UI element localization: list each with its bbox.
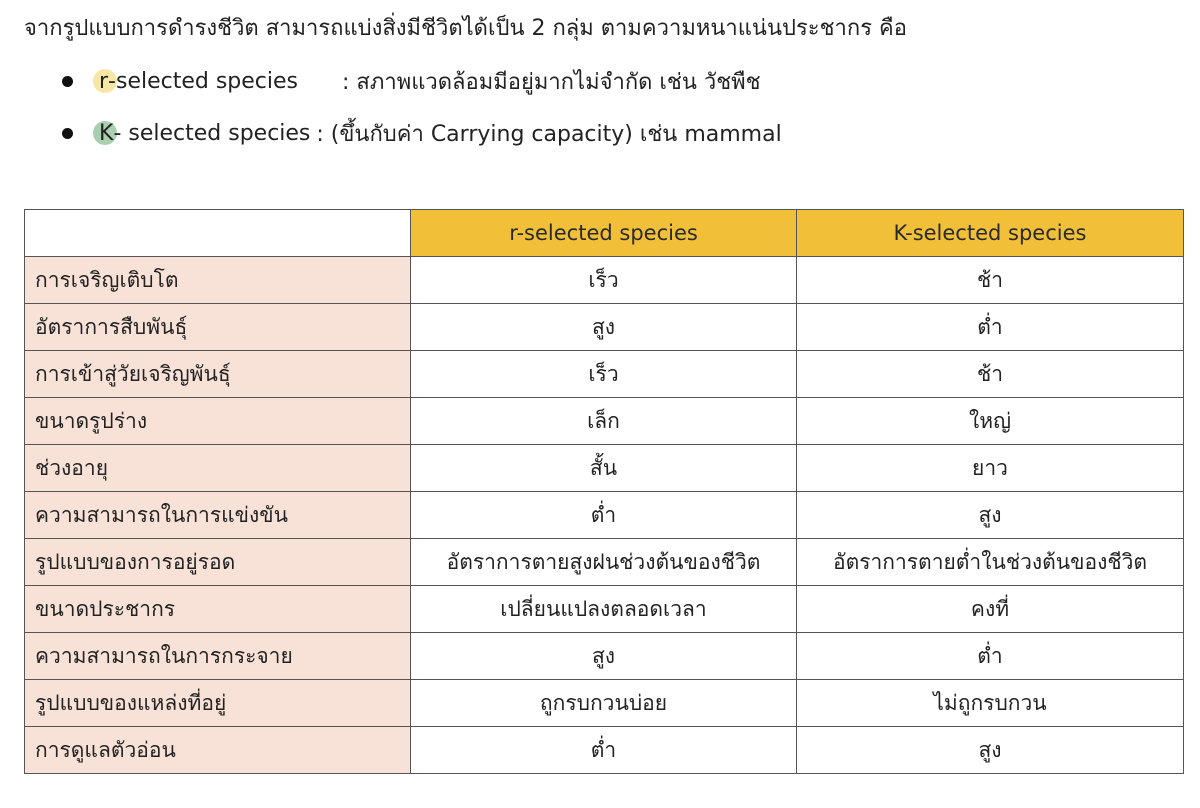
k-selected-value: ช้า xyxy=(797,351,1184,398)
highlighted-letter-r: r xyxy=(99,68,109,94)
row-label: รูปแบบของแหล่งที่อยู่ xyxy=(25,680,411,727)
table-row xyxy=(25,492,1184,539)
r-selected-value: สั้น xyxy=(411,445,797,492)
bullet-description: : (ขึ้นกับค่า Carrying capacity) เช่น mammal xyxy=(316,121,782,147)
k-selected-value: สูง xyxy=(797,492,1184,539)
row-label: ขนาดประชากร xyxy=(25,586,411,633)
k-selected-value: ไม่ถูกรบกวน xyxy=(797,680,1184,727)
header-r-selected: r-selected species xyxy=(411,210,797,257)
table-row xyxy=(25,727,1184,774)
k-selected-value: สูง xyxy=(797,727,1184,774)
row-label: รูปแบบของการอยู่รอด xyxy=(25,539,411,586)
row-label: การเจริญเติบโต xyxy=(25,257,411,304)
table-row xyxy=(25,257,1184,304)
header-k-selected: K-selected species xyxy=(797,210,1184,257)
species-term-rest: -selected species xyxy=(108,68,299,94)
species-term-rest: - selected species xyxy=(113,120,311,146)
table-row xyxy=(25,633,1184,680)
r-selected-value: ถูกรบกวนบ่อย xyxy=(411,680,797,727)
r-selected-value: สูง xyxy=(411,304,797,351)
species-term-r xyxy=(99,69,298,94)
table-header-row xyxy=(25,210,1184,257)
species-term-k xyxy=(99,121,310,146)
table-row xyxy=(25,680,1184,727)
row-label: ความสามารถในการแข่งขัน xyxy=(25,492,411,539)
table-row xyxy=(25,539,1184,586)
r-selected-value: ต่ำ xyxy=(411,492,797,539)
r-selected-value: เร็ว xyxy=(411,257,797,304)
comparison-table xyxy=(24,209,1184,774)
k-selected-value: ยาว xyxy=(797,445,1184,492)
bullet-dot-icon xyxy=(62,76,73,87)
highlighted-letter-k: K xyxy=(99,120,114,146)
k-selected-value: อัตราการตายต่ำในช่วงต้นของชีวิต xyxy=(797,539,1184,586)
table-row xyxy=(25,398,1184,445)
r-selected-value: เร็ว xyxy=(411,351,797,398)
row-label: ขนาดรูปร่าง xyxy=(25,398,411,445)
k-selected-value: ต่ำ xyxy=(797,304,1184,351)
row-label: การดูแลตัวอ่อน xyxy=(25,727,411,774)
bullet-description: : สภาพแวดล้อมมีอยู่มากไม่จำกัด เช่น วัชพืช xyxy=(342,69,761,95)
bullet-r-selected xyxy=(62,66,761,96)
bullet-dot-icon xyxy=(62,128,73,139)
row-label: การเข้าสู่วัยเจริญพันธุ์ xyxy=(25,351,411,398)
k-selected-value: ต่ำ xyxy=(797,633,1184,680)
bullet-k-selected xyxy=(62,118,782,148)
k-selected-value: ช้า xyxy=(797,257,1184,304)
table-body xyxy=(25,257,1184,774)
k-selected-value: ใหญ่ xyxy=(797,398,1184,445)
intro-paragraph: จากรูปแบบการดำรงชีวิต สามารถแบ่งสิ่งมีชีวิตได้เป็น 2 กลุ่ม ตามความหนาแน่นประชากร คือ xyxy=(24,16,907,41)
table-row xyxy=(25,445,1184,492)
table-row xyxy=(25,351,1184,398)
table-row xyxy=(25,586,1184,633)
r-selected-value: ต่ำ xyxy=(411,727,797,774)
k-selected-value: คงที่ xyxy=(797,586,1184,633)
r-selected-value: อัตราการตายสูงฝนช่วงต้นของชีวิต xyxy=(411,539,797,586)
table-row xyxy=(25,304,1184,351)
r-selected-value: เล็ก xyxy=(411,398,797,445)
r-selected-value: เปลี่ยนแปลงตลอดเวลา xyxy=(411,586,797,633)
r-selected-value: สูง xyxy=(411,633,797,680)
header-corner-cell xyxy=(25,210,411,257)
row-label: ช่วงอายุ xyxy=(25,445,411,492)
row-label: ความสามารถในการกระจาย xyxy=(25,633,411,680)
row-label: อัตราการสืบพันธุ์ xyxy=(25,304,411,351)
